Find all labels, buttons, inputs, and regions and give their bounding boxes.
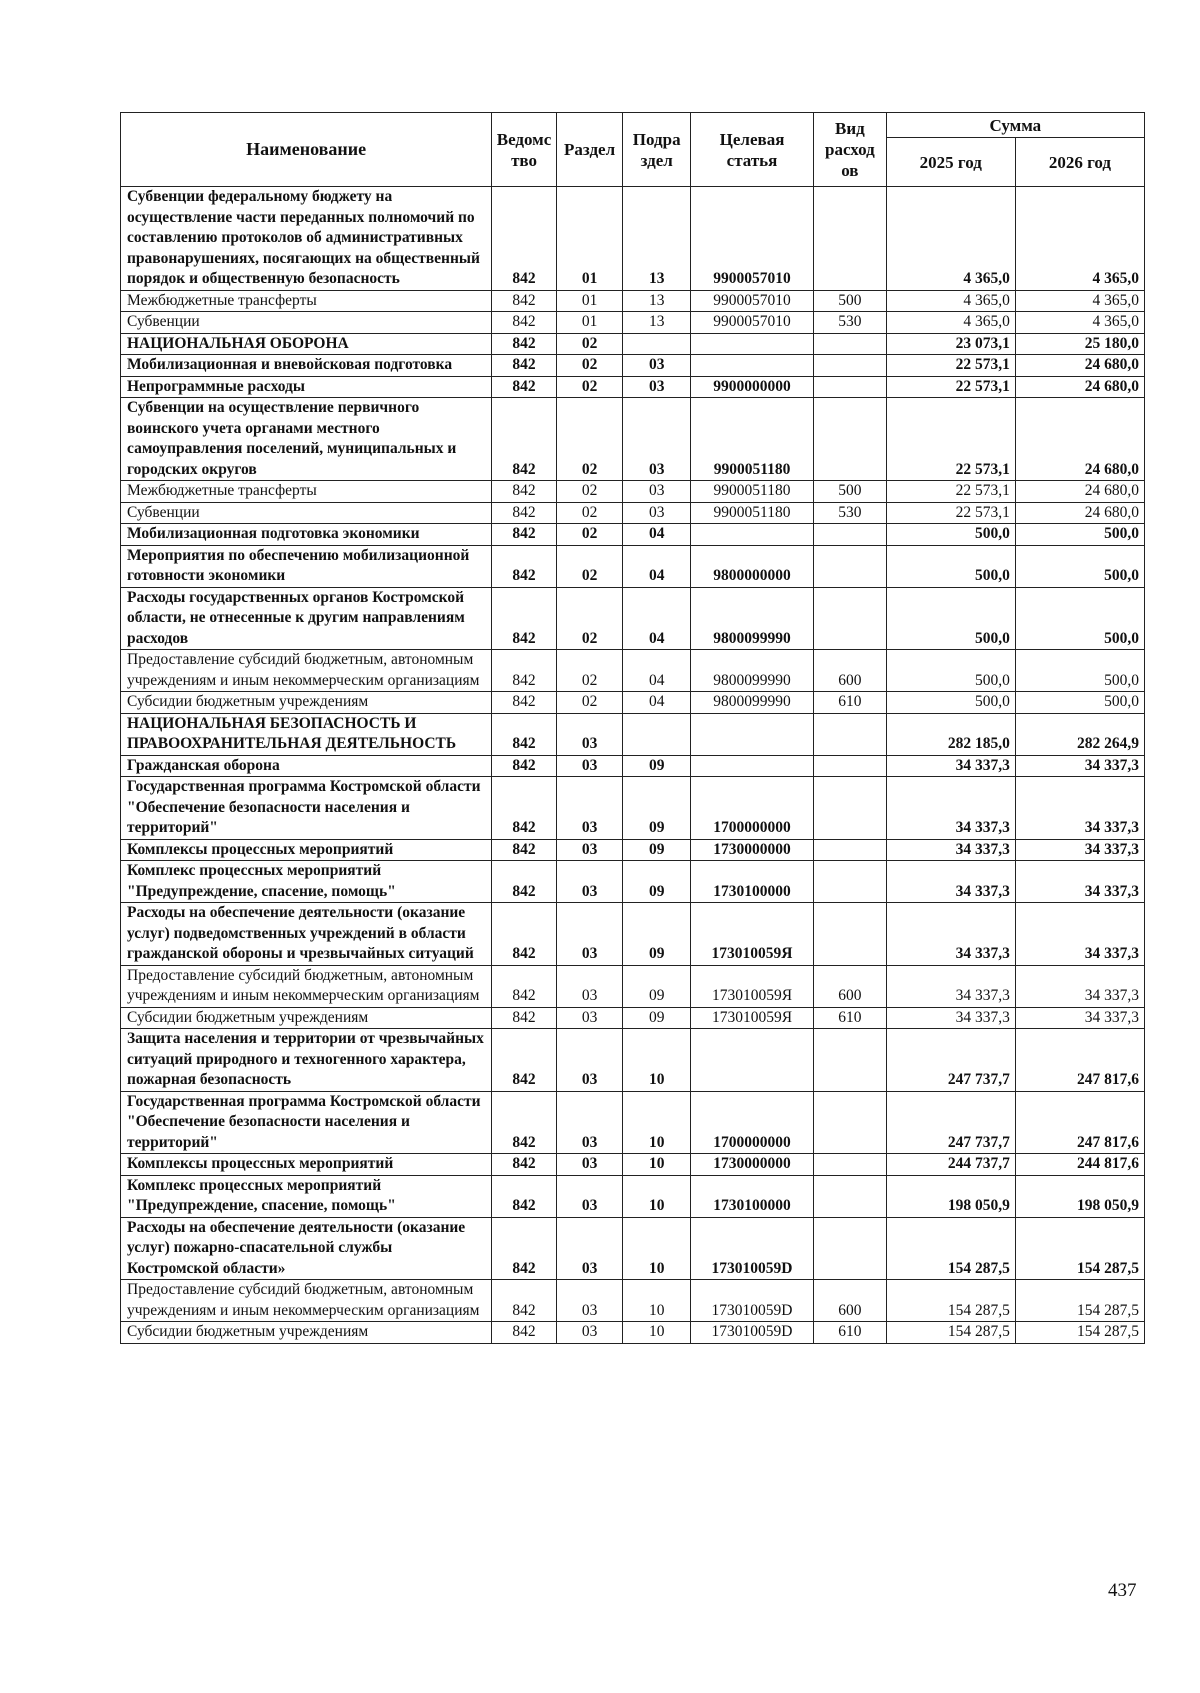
cell-podrazdel: 03 [623, 481, 691, 503]
cell-sum-2025: 4 365,0 [886, 187, 1015, 291]
cell-podrazdel: 10 [623, 1280, 691, 1322]
cell-sum-2026: 34 337,3 [1015, 777, 1144, 840]
cell-podrazdel: 10 [623, 1322, 691, 1344]
table-row [121, 1091, 1145, 1154]
cell-sum-2025: 198 050,9 [886, 1175, 1015, 1217]
cell-vedomstvo: 842 [492, 1154, 557, 1176]
cell-name: Субвенции федеральному бюджету на осуществление части переданных полномочий по составлению протоколов об административных правонарушениях, посягающих на общественный порядок и общественную безопасность [121, 187, 492, 291]
table-row [121, 524, 1145, 546]
cell-sum-2025: 154 287,5 [886, 1217, 1015, 1280]
cell-target: 9900051180 [690, 481, 813, 503]
table-row [121, 1280, 1145, 1322]
table-row [121, 333, 1145, 355]
cell-sum-2026: 34 337,3 [1015, 861, 1144, 903]
cell-target [690, 713, 813, 755]
cell-target: 173010059D [690, 1322, 813, 1344]
cell-name: Гражданская оборона [121, 755, 492, 777]
cell-razdel: 02 [556, 355, 623, 377]
cell-sum-2026: 500,0 [1015, 524, 1144, 546]
table-row [121, 839, 1145, 861]
cell-vedomstvo: 842 [492, 839, 557, 861]
cell-podrazdel: 04 [623, 587, 691, 650]
cell-podrazdel: 09 [623, 861, 691, 903]
cell-sum-2026: 247 817,6 [1015, 1029, 1144, 1092]
table-row [121, 692, 1145, 714]
cell-name: Государственная программа Костромской области "Обеспечение безопасности населения и территорий" [121, 1091, 492, 1154]
header-name: Наименование [121, 113, 492, 187]
cell-target: 173010059D [690, 1280, 813, 1322]
cell-vedomstvo: 842 [492, 587, 557, 650]
cell-sum-2026: 500,0 [1015, 650, 1144, 692]
cell-vedomstvo: 842 [492, 502, 557, 524]
cell-sum-2026: 4 365,0 [1015, 187, 1144, 291]
cell-vid [814, 355, 887, 377]
page-number: 437 [1108, 1580, 1137, 1601]
cell-razdel: 02 [556, 502, 623, 524]
cell-sum-2025: 22 573,1 [886, 502, 1015, 524]
cell-sum-2025: 34 337,3 [886, 903, 1015, 966]
cell-target: 173010059Я [690, 965, 813, 1007]
cell-name: Мобилизационная и вневойсковая подготовка [121, 355, 492, 377]
cell-vedomstvo: 842 [492, 861, 557, 903]
header-podrazdel: Подра здел [623, 113, 691, 187]
cell-sum-2026: 24 680,0 [1015, 376, 1144, 398]
cell-podrazdel: 03 [623, 502, 691, 524]
cell-sum-2026: 25 180,0 [1015, 333, 1144, 355]
cell-vid: 610 [814, 692, 887, 714]
table-row [121, 502, 1145, 524]
cell-sum-2025: 500,0 [886, 545, 1015, 587]
cell-razdel: 03 [556, 1154, 623, 1176]
header-sum: Сумма [886, 113, 1144, 138]
cell-vid [814, 524, 887, 546]
cell-vid [814, 376, 887, 398]
cell-podrazdel: 10 [623, 1091, 691, 1154]
cell-name: Мобилизационная подготовка экономики [121, 524, 492, 546]
header-vedomstvo: Ведомс тво [492, 113, 557, 187]
cell-target: 1730000000 [690, 839, 813, 861]
cell-podrazdel: 10 [623, 1154, 691, 1176]
cell-vedomstvo: 842 [492, 777, 557, 840]
cell-sum-2026: 247 817,6 [1015, 1091, 1144, 1154]
cell-sum-2026: 34 337,3 [1015, 903, 1144, 966]
cell-podrazdel: 04 [623, 692, 691, 714]
cell-name: Защита населения и территории от чрезвычайных ситуаций природного и техногенного характера, пожарная безопасность [121, 1029, 492, 1092]
cell-vid [814, 1175, 887, 1217]
cell-vedomstvo: 842 [492, 1091, 557, 1154]
cell-sum-2025: 22 573,1 [886, 398, 1015, 481]
cell-vid [814, 1217, 887, 1280]
cell-sum-2026: 24 680,0 [1015, 481, 1144, 503]
cell-vid [814, 903, 887, 966]
cell-razdel: 03 [556, 777, 623, 840]
cell-name: Комплексы процессных мероприятий [121, 1154, 492, 1176]
cell-sum-2026: 24 680,0 [1015, 502, 1144, 524]
cell-name: Субвенции [121, 312, 492, 334]
table-row [121, 965, 1145, 1007]
cell-target [690, 524, 813, 546]
cell-vedomstvo: 842 [492, 1217, 557, 1280]
cell-sum-2025: 34 337,3 [886, 777, 1015, 840]
cell-target: 173010059Я [690, 903, 813, 966]
cell-podrazdel: 04 [623, 650, 691, 692]
cell-podrazdel: 04 [623, 524, 691, 546]
table-header [121, 113, 1145, 187]
table-row [121, 713, 1145, 755]
cell-target: 9900057010 [690, 290, 813, 312]
cell-target: 173010059D [690, 1217, 813, 1280]
table-row [121, 650, 1145, 692]
cell-target: 1730100000 [690, 861, 813, 903]
cell-target [690, 755, 813, 777]
cell-podrazdel: 13 [623, 187, 691, 291]
table-row [121, 587, 1145, 650]
cell-sum-2025: 154 287,5 [886, 1280, 1015, 1322]
cell-name: Расходы на обеспечение деятельности (оказание услуг) пожарно-спасательной службы Костромской области» [121, 1217, 492, 1280]
table-row [121, 777, 1145, 840]
cell-name: Государственная программа Костромской области "Обеспечение безопасности населения и территорий" [121, 777, 492, 840]
cell-name: Межбюджетные трансферты [121, 481, 492, 503]
cell-razdel: 03 [556, 839, 623, 861]
cell-target: 1730000000 [690, 1154, 813, 1176]
cell-razdel: 03 [556, 1217, 623, 1280]
table-row [121, 1029, 1145, 1092]
cell-razdel: 03 [556, 713, 623, 755]
cell-razdel: 03 [556, 861, 623, 903]
cell-sum-2026: 24 680,0 [1015, 355, 1144, 377]
cell-name: Расходы на обеспечение деятельности (оказание услуг) подведомственных учреждений в области гражданской обороны и чрезвычайных ситуаций [121, 903, 492, 966]
cell-podrazdel: 09 [623, 1007, 691, 1029]
header-target: Целевая статья [690, 113, 813, 187]
cell-target: 9900051180 [690, 398, 813, 481]
cell-sum-2025: 500,0 [886, 524, 1015, 546]
cell-sum-2026: 154 287,5 [1015, 1280, 1144, 1322]
cell-name: Комплекс процессных мероприятий "Предупреждение, спасение, помощь" [121, 1175, 492, 1217]
cell-podrazdel: 10 [623, 1217, 691, 1280]
cell-target: 9800099990 [690, 692, 813, 714]
table-row [121, 1007, 1145, 1029]
header-razdel: Раздел [556, 113, 623, 187]
cell-vedomstvo: 842 [492, 1007, 557, 1029]
cell-sum-2025: 247 737,7 [886, 1029, 1015, 1092]
cell-vid [814, 755, 887, 777]
cell-vedomstvo: 842 [492, 903, 557, 966]
cell-podrazdel: 10 [623, 1175, 691, 1217]
cell-sum-2025: 34 337,3 [886, 1007, 1015, 1029]
cell-name: НАЦИОНАЛЬНАЯ БЕЗОПАСНОСТЬ И ПРАВООХРАНИТЕЛЬНАЯ ДЕЯТЕЛЬНОСТЬ [121, 713, 492, 755]
table-row [121, 755, 1145, 777]
header-year-2026: 2026 год [1015, 138, 1144, 187]
table-row [121, 1154, 1145, 1176]
cell-razdel: 03 [556, 1091, 623, 1154]
cell-sum-2026: 4 365,0 [1015, 312, 1144, 334]
cell-podrazdel: 09 [623, 839, 691, 861]
cell-vid [814, 1029, 887, 1092]
cell-name: НАЦИОНАЛЬНАЯ ОБОРОНА [121, 333, 492, 355]
cell-podrazdel: 03 [623, 355, 691, 377]
cell-sum-2025: 154 287,5 [886, 1322, 1015, 1344]
cell-vedomstvo: 842 [492, 187, 557, 291]
cell-sum-2026: 154 287,5 [1015, 1322, 1144, 1344]
cell-razdel: 02 [556, 398, 623, 481]
cell-vedomstvo: 842 [492, 481, 557, 503]
cell-vedomstvo: 842 [492, 692, 557, 714]
cell-name: Мероприятия по обеспечению мобилизационной готовности экономики [121, 545, 492, 587]
cell-name: Предоставление субсидий бюджетным, автономным учреждениям и иным некоммерческим организациям [121, 1280, 492, 1322]
cell-target: 1700000000 [690, 777, 813, 840]
cell-razdel: 03 [556, 965, 623, 1007]
cell-sum-2025: 500,0 [886, 650, 1015, 692]
cell-sum-2025: 4 365,0 [886, 290, 1015, 312]
cell-target [690, 355, 813, 377]
cell-razdel: 01 [556, 187, 623, 291]
cell-razdel: 03 [556, 1280, 623, 1322]
cell-vedomstvo: 842 [492, 755, 557, 777]
cell-razdel: 01 [556, 290, 623, 312]
cell-sum-2026: 34 337,3 [1015, 755, 1144, 777]
cell-vid: 600 [814, 650, 887, 692]
cell-target [690, 333, 813, 355]
cell-name: Непрограммные расходы [121, 376, 492, 398]
cell-vedomstvo: 842 [492, 545, 557, 587]
cell-name: Субвенции на осуществление первичного воинского учета органами местного самоуправления поселений, муниципальных и городских округов [121, 398, 492, 481]
cell-podrazdel: 13 [623, 290, 691, 312]
table-row [121, 481, 1145, 503]
cell-razdel: 02 [556, 650, 623, 692]
cell-target: 1700000000 [690, 1091, 813, 1154]
table-row [121, 903, 1145, 966]
cell-vid [814, 839, 887, 861]
cell-sum-2026: 500,0 [1015, 692, 1144, 714]
table-body [121, 187, 1145, 1344]
cell-sum-2025: 500,0 [886, 587, 1015, 650]
cell-vedomstvo: 842 [492, 524, 557, 546]
cell-target: 9900057010 [690, 187, 813, 291]
cell-vedomstvo: 842 [492, 290, 557, 312]
cell-vid [814, 398, 887, 481]
cell-name: Межбюджетные трансферты [121, 290, 492, 312]
cell-sum-2025: 22 573,1 [886, 355, 1015, 377]
cell-target: 9800099990 [690, 587, 813, 650]
cell-name: Субсидии бюджетным учреждениям [121, 692, 492, 714]
cell-sum-2026: 34 337,3 [1015, 965, 1144, 1007]
cell-target: 9800099990 [690, 650, 813, 692]
cell-vid [814, 861, 887, 903]
cell-vedomstvo: 842 [492, 1029, 557, 1092]
cell-razdel: 03 [556, 1007, 623, 1029]
cell-razdel: 03 [556, 1322, 623, 1344]
cell-razdel: 02 [556, 587, 623, 650]
cell-vid [814, 1154, 887, 1176]
cell-razdel: 02 [556, 333, 623, 355]
cell-target: 9900000000 [690, 376, 813, 398]
table-row [121, 355, 1145, 377]
cell-razdel: 02 [556, 545, 623, 587]
table-row [121, 861, 1145, 903]
cell-vedomstvo: 842 [492, 312, 557, 334]
cell-vid: 500 [814, 481, 887, 503]
cell-vedomstvo: 842 [492, 333, 557, 355]
cell-podrazdel: 09 [623, 755, 691, 777]
cell-vedomstvo: 842 [492, 713, 557, 755]
cell-razdel: 03 [556, 1029, 623, 1092]
cell-sum-2025: 4 365,0 [886, 312, 1015, 334]
cell-vid [814, 187, 887, 291]
cell-name: Субвенции [121, 502, 492, 524]
cell-target: 9800000000 [690, 545, 813, 587]
cell-sum-2026: 198 050,9 [1015, 1175, 1144, 1217]
cell-vid [814, 545, 887, 587]
cell-name: Комплексы процессных мероприятий [121, 839, 492, 861]
cell-vedomstvo: 842 [492, 355, 557, 377]
cell-vid: 530 [814, 502, 887, 524]
cell-vedomstvo: 842 [492, 965, 557, 1007]
cell-vid [814, 587, 887, 650]
cell-sum-2025: 34 337,3 [886, 839, 1015, 861]
table-row [121, 187, 1145, 291]
cell-target: 9900057010 [690, 312, 813, 334]
cell-vedomstvo: 842 [492, 376, 557, 398]
cell-vid: 610 [814, 1007, 887, 1029]
cell-razdel: 01 [556, 312, 623, 334]
cell-sum-2025: 34 337,3 [886, 861, 1015, 903]
header-vid: Вид расход ов [814, 113, 887, 187]
cell-podrazdel: 09 [623, 777, 691, 840]
cell-target: 173010059Я [690, 1007, 813, 1029]
cell-sum-2026: 244 817,6 [1015, 1154, 1144, 1176]
cell-name: Предоставление субсидий бюджетным, автономным учреждениям и иным некоммерческим организациям [121, 650, 492, 692]
budget-table [120, 112, 1145, 1344]
cell-sum-2026: 34 337,3 [1015, 1007, 1144, 1029]
cell-vid: 610 [814, 1322, 887, 1344]
cell-sum-2025: 23 073,1 [886, 333, 1015, 355]
cell-vedomstvo: 842 [492, 1322, 557, 1344]
cell-sum-2025: 34 337,3 [886, 965, 1015, 1007]
cell-name: Расходы государственных органов Костромской области, не отнесенные к другим направлениям расходов [121, 587, 492, 650]
cell-podrazdel [623, 333, 691, 355]
cell-vedomstvo: 842 [492, 1175, 557, 1217]
cell-podrazdel: 10 [623, 1029, 691, 1092]
cell-vid [814, 1091, 887, 1154]
cell-razdel: 02 [556, 692, 623, 714]
cell-razdel: 02 [556, 376, 623, 398]
cell-sum-2026: 24 680,0 [1015, 398, 1144, 481]
cell-razdel: 03 [556, 755, 623, 777]
cell-sum-2025: 22 573,1 [886, 376, 1015, 398]
cell-sum-2026: 282 264,9 [1015, 713, 1144, 755]
cell-vedomstvo: 842 [492, 650, 557, 692]
cell-sum-2026: 154 287,5 [1015, 1217, 1144, 1280]
cell-vid [814, 713, 887, 755]
cell-vedomstvo: 842 [492, 1280, 557, 1322]
cell-vid [814, 777, 887, 840]
cell-name: Субсидии бюджетным учреждениям [121, 1007, 492, 1029]
cell-razdel: 03 [556, 1175, 623, 1217]
table-row [121, 398, 1145, 481]
cell-podrazdel [623, 713, 691, 755]
cell-podrazdel: 09 [623, 903, 691, 966]
cell-name: Субсидии бюджетным учреждениям [121, 1322, 492, 1344]
table-row [121, 1217, 1145, 1280]
cell-sum-2025: 244 737,7 [886, 1154, 1015, 1176]
cell-target: 9900051180 [690, 502, 813, 524]
cell-sum-2026: 500,0 [1015, 587, 1144, 650]
table-row [121, 290, 1145, 312]
cell-razdel: 02 [556, 481, 623, 503]
cell-sum-2025: 282 185,0 [886, 713, 1015, 755]
cell-podrazdel: 04 [623, 545, 691, 587]
cell-vid: 530 [814, 312, 887, 334]
cell-razdel: 03 [556, 903, 623, 966]
cell-podrazdel: 03 [623, 398, 691, 481]
header-year-2025: 2025 год [886, 138, 1015, 187]
cell-podrazdel: 09 [623, 965, 691, 1007]
cell-sum-2026: 4 365,0 [1015, 290, 1144, 312]
cell-name: Комплекс процессных мероприятий "Предупреждение, спасение, помощь" [121, 861, 492, 903]
cell-podrazdel: 03 [623, 376, 691, 398]
cell-sum-2026: 34 337,3 [1015, 839, 1144, 861]
table-row [121, 1175, 1145, 1217]
cell-sum-2026: 500,0 [1015, 545, 1144, 587]
cell-sum-2025: 22 573,1 [886, 481, 1015, 503]
cell-sum-2025: 247 737,7 [886, 1091, 1015, 1154]
cell-vid [814, 333, 887, 355]
table-row [121, 312, 1145, 334]
cell-sum-2025: 34 337,3 [886, 755, 1015, 777]
cell-vid: 600 [814, 1280, 887, 1322]
cell-vid: 500 [814, 290, 887, 312]
cell-vid: 600 [814, 965, 887, 1007]
table-row [121, 1322, 1145, 1344]
cell-sum-2025: 500,0 [886, 692, 1015, 714]
cell-target [690, 1029, 813, 1092]
cell-podrazdel: 13 [623, 312, 691, 334]
table-row [121, 545, 1145, 587]
cell-vedomstvo: 842 [492, 398, 557, 481]
cell-name: Предоставление субсидий бюджетным, автономным учреждениям и иным некоммерческим организациям [121, 965, 492, 1007]
cell-razdel: 02 [556, 524, 623, 546]
cell-target: 1730100000 [690, 1175, 813, 1217]
table-row [121, 376, 1145, 398]
